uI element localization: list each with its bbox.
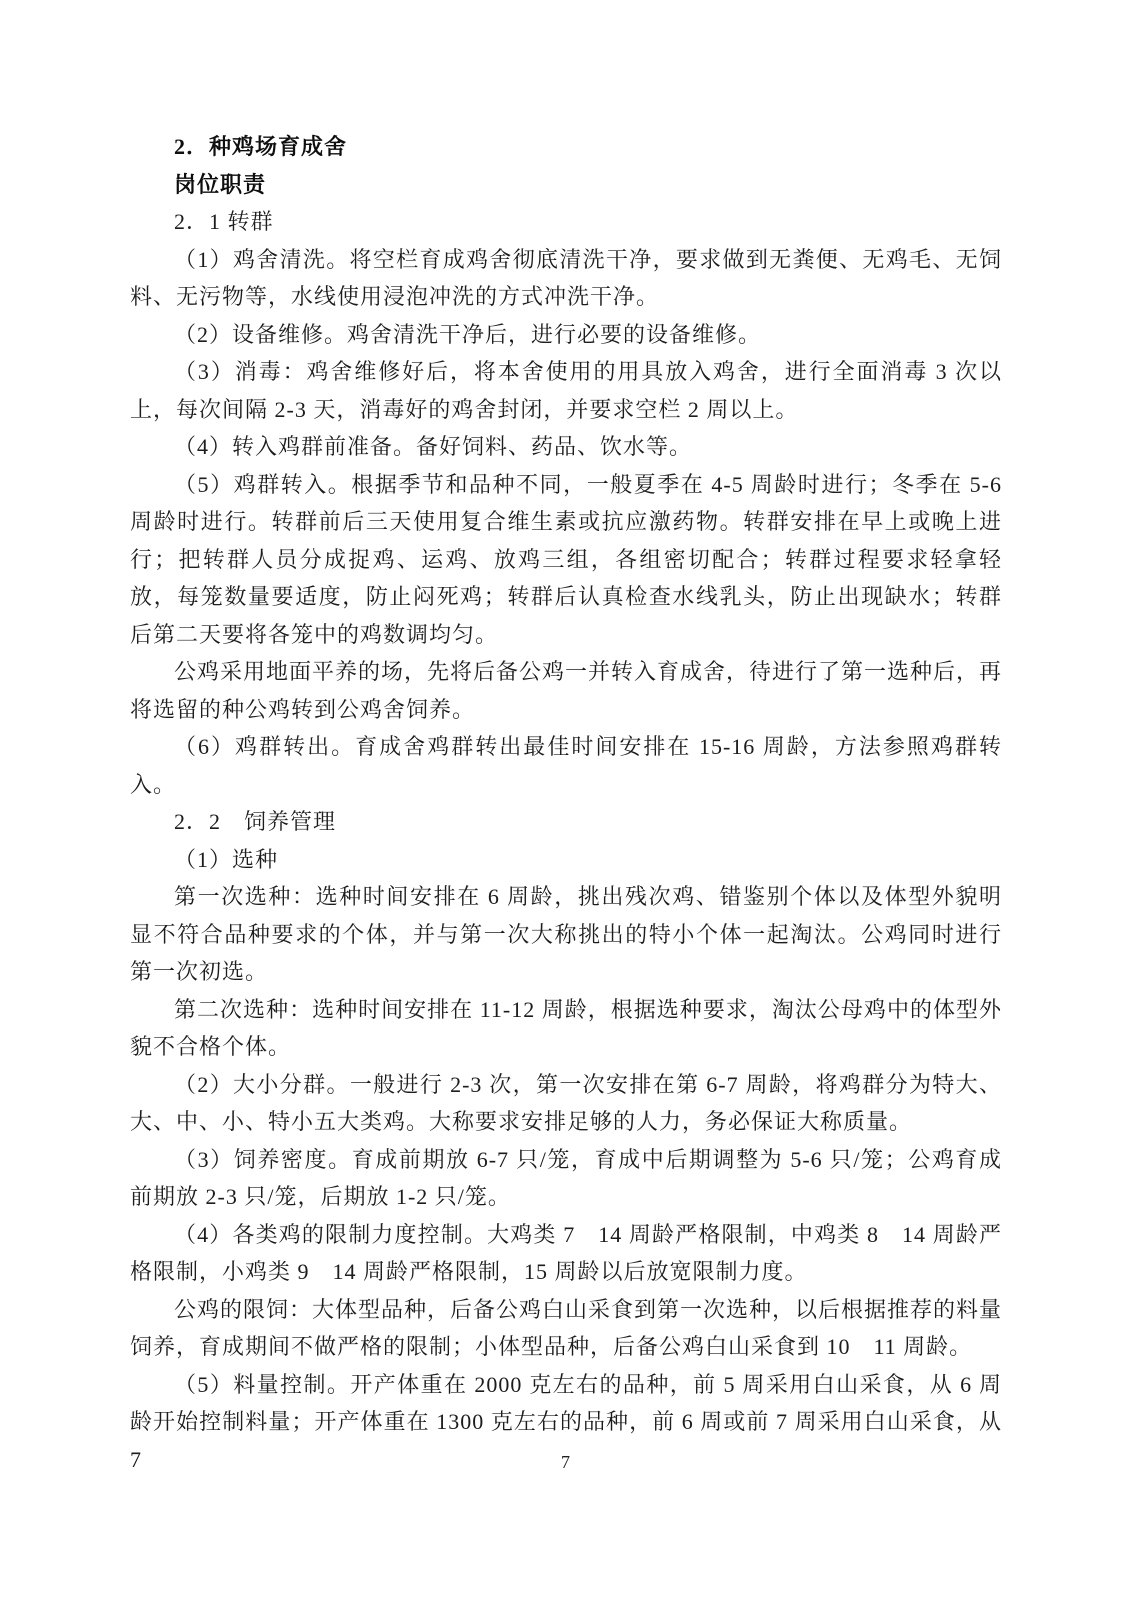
para-stocking-density: （3）饲养密度。育成前期放 6-7 只/笼，育成中后期调整为 5-6 只/笼；公鸡育成前期放 2-3 只/笼，后期放 1-2 只/笼。: [130, 1146, 1002, 1209]
para-flock-transfer-in: （5）鸡群转入。根据季节和品种不同，一般夏季在 4-5 周龄时进行；冬季在 5-6 周龄时进行。转群前后三天使用复合维生素或抗应激药物。转群安排在早上或晚上进行；把转群人员分成捉鸡、运鸡、放鸡三组，各组密切配合；转群过程要求轻拿轻放，每笼数量要适度，防止闷死鸡；转群后认真检查水线乳头，防止出现缺水；转群后第二天要将各笼中的鸡数调均匀。: [130, 471, 1002, 647]
para-first-selection: 第一次选种：选种时间安排在 6 周龄，挑出残次鸡、错鉴别个体以及体型外貌明显不符合品种要求的个体，并与第一次大称挑出的特小个体一起淘汰。公鸡同时进行第一次初选。: [130, 884, 1002, 984]
subheading-2-2-feeding-management: 2．2 饲养管理: [174, 809, 337, 834]
subheading-2-1-transfer: 2．1 转群: [174, 209, 274, 234]
para-second-selection: 第二次选种：选种时间安排在 11-12 周龄，根据选种要求，淘汰公母鸡中的体型外貌不合格个体。: [130, 996, 1002, 1059]
para-size-grouping: （2）大小分群。一般进行 2-3 次，第一次安排在第 6-7 周龄，将鸡群分为特大、大、中、小、特小五大类鸡。大称要求安排足够的人力，务必保证大称质量。: [130, 1071, 1002, 1134]
para-coop-cleaning: （1）鸡舍清洗。将空栏育成鸡舍彻底清洗干净，要求做到无粪便、无鸡毛、无饲料、无污物等，水线使用浸泡冲洗的方式冲洗干净。: [130, 246, 1002, 309]
para-rooster-floor-rearing: 公鸡采用地面平养的场，先将后备公鸡一并转入育成舍，待进行了第一选种后，再将选留的种公鸡转到公鸡舍饲养。: [130, 659, 1003, 722]
heading-job-duties: 岗位职责: [174, 171, 267, 197]
para-flock-transfer-out: （6）鸡群转出。育成舍鸡群转出最佳时间安排在 15-16 周龄，方法参照鸡群转入。: [130, 734, 1002, 797]
para-equipment-repair: （2）设备维修。鸡舍清洗干净后，进行必要的设备维修。: [174, 321, 762, 347]
para-selection-label: （1）选种: [174, 846, 279, 872]
para-restriction-control: （4）各类鸡的限制力度控制。大鸡类 7 14 周龄严格限制，中鸡类 8 14 周龄严格限制，小鸡类 9 14 周龄严格限制，15 周龄以后放宽限制力度。: [130, 1221, 1002, 1284]
para-disinfection: （3）消毒：鸡舍维修好后，将本舍使用的用具放入鸡舍，进行全面消毒 3 次以上，每次间隔 2-3 天，消毒好的鸡舍封闭，并要求空栏 2 周以上。: [130, 359, 1002, 422]
para-feed-amount-control: （5）料量控制。开产体重在 2000 克左右的品种，前 5 周采用白山采食，从 6 周龄开始控制料量；开产体重在 1300 克左右的品种，前 6 周或前 7 周采用白山采食，从 7: [130, 1371, 1002, 1472]
page-number: 7: [561, 1452, 570, 1472]
heading-section-2: 2．种鸡场育成舍: [174, 134, 348, 159]
para-rooster-feed-restriction: 公鸡的限饲：大体型品种，后备公鸡白山采食到第一次选种，以后根据推荐的料量饲养，育成期间不做严格的限制；小体型品种，后备公鸡白山采食到 10 11 周龄。: [130, 1296, 1003, 1359]
para-pre-transfer-prep: （4）转入鸡群前准备。备好饲料、药品、饮水等。: [174, 434, 693, 459]
document-body: [130, 128, 1002, 1478]
